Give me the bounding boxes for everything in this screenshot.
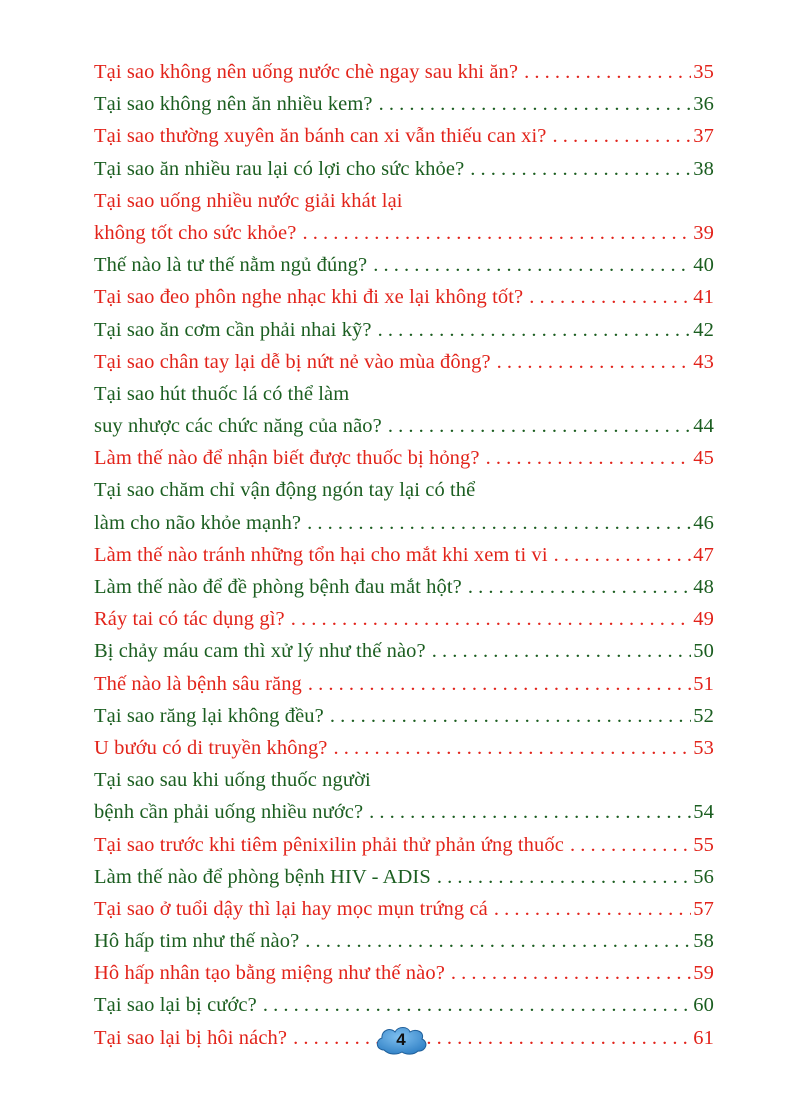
toc-leader-dots <box>437 861 691 893</box>
toc-entry-line <box>94 217 714 249</box>
toc-entry <box>94 442 714 474</box>
toc-entry-title: Tại sao đeo phôn nghe nhạc khi đi xe lại không tốt? <box>94 286 524 309</box>
toc-entry-title: làm cho não khỏe mạnh? <box>94 511 302 534</box>
toc-page-number: 37 <box>693 125 714 148</box>
toc-entry-title: Tại sao không nên uống nước chè ngay sau khi ăn? <box>94 61 519 83</box>
toc-entry <box>94 346 714 378</box>
toc-entry-line <box>94 861 714 893</box>
toc-entry-title: bệnh cần phải uống nhiều nước? <box>94 801 364 824</box>
toc-leader-dots <box>373 249 691 281</box>
toc-entry-title: Làm thế nào tránh những tổn hại cho mắt khi xem ti vi <box>94 543 548 566</box>
toc-entry-line <box>94 442 714 474</box>
toc-entry <box>94 474 714 538</box>
toc-page-number: 44 <box>693 415 714 438</box>
toc-leader-dots <box>524 56 691 88</box>
toc-page-number: 55 <box>693 833 714 856</box>
toc-entry-title: Tại sao ăn cơm cần phải nhai kỹ? <box>94 318 372 341</box>
toc-page-number: 35 <box>693 61 714 83</box>
toc-page-number: 47 <box>693 543 714 566</box>
toc-entry-line <box>94 893 714 925</box>
toc-entry-line <box>94 539 714 571</box>
toc-page-number: 52 <box>693 704 714 727</box>
toc-entry <box>94 378 714 442</box>
toc-leader-dots <box>451 957 691 989</box>
toc-page-number: 59 <box>693 962 714 985</box>
toc-entry-line <box>94 249 714 281</box>
toc-page-number: 57 <box>693 897 714 920</box>
toc-entry-line <box>94 153 714 185</box>
toc-entry-line <box>94 796 714 828</box>
toc-entry <box>94 668 714 700</box>
toc-entry-title: Tại sao răng lại không đều? <box>94 704 324 727</box>
page-number: 4 <box>396 1030 406 1049</box>
toc-entry-title: suy nhược các chức năng của não? <box>94 415 382 438</box>
toc-entry <box>94 249 714 281</box>
toc-entry <box>94 603 714 635</box>
toc-entry-title: Thế nào là tư thế nằm ngủ đúng? <box>94 254 368 277</box>
toc-leader-dots <box>305 925 691 957</box>
toc-leader-dots <box>494 893 691 925</box>
toc-leader-dots <box>291 603 692 635</box>
toc-page-number: 41 <box>693 286 714 309</box>
toc-entry-line <box>94 829 714 861</box>
toc-leader-dots <box>302 217 691 249</box>
toc-entry-line <box>94 88 714 120</box>
toc-entry-line <box>94 732 714 764</box>
toc-entry-title: Hô hấp tim như thế nào? <box>94 930 300 953</box>
toc-leader-dots <box>468 571 691 603</box>
toc-page-number: 39 <box>693 221 714 244</box>
toc-leader-dots <box>470 153 691 185</box>
toc-page-number: 42 <box>693 318 714 341</box>
toc-entry-title: Làm thế nào để nhận biết được thuốc bị hỏng? <box>94 447 480 470</box>
toc-page-number: 60 <box>693 994 714 1017</box>
toc-leader-dots <box>334 732 692 764</box>
toc-entry <box>94 314 714 346</box>
toc-entry-line: Tại sao sau khi uống thuốc người <box>94 769 371 792</box>
toc-page-number: 50 <box>693 640 714 663</box>
toc-leader-dots <box>307 507 691 539</box>
toc-entry-title: Làm thế nào để phòng bệnh HIV - ADIS <box>94 865 431 888</box>
toc-entry <box>94 88 714 120</box>
toc-page-number: 45 <box>693 447 714 470</box>
toc-entry-line: Tại sao hút thuốc lá có thể làm <box>94 382 350 405</box>
toc-entry-line <box>94 989 714 1021</box>
toc-entry-line <box>94 507 714 539</box>
toc-page-number: 48 <box>693 576 714 598</box>
toc-entry <box>94 861 714 893</box>
toc-page-number: 53 <box>693 736 714 759</box>
toc-entry-line <box>94 668 714 700</box>
toc-entry <box>94 635 714 667</box>
toc-page-number: 58 <box>693 930 714 953</box>
toc-page-number: 54 <box>693 801 714 824</box>
toc-entry <box>94 281 714 313</box>
toc-entry-title: Tại sao trước khi tiêm pênixilin phải thử phản ứng thuốc <box>94 833 564 856</box>
toc-entry <box>94 700 714 732</box>
toc-entry-line <box>94 120 714 152</box>
toc-entry <box>94 120 714 152</box>
toc-leader-dots <box>263 989 691 1021</box>
toc-leader-dots <box>497 346 692 378</box>
toc-page-number: 49 <box>693 608 714 631</box>
toc-leader-dots <box>330 700 691 732</box>
toc-entry-title: Làm thế nào để đề phòng bệnh đau mắt hột? <box>94 576 462 598</box>
toc-leader-dots <box>379 88 692 120</box>
toc-page-number: 46 <box>693 511 714 534</box>
toc-entry <box>94 829 714 861</box>
toc-entry-line: Tại sao chăm chỉ vận động ngón tay lại có thể <box>94 479 476 502</box>
toc-entry-title: không tốt cho sức khỏe? <box>94 221 297 244</box>
toc-leader-dots <box>378 314 692 346</box>
toc-leader-dots <box>554 539 692 571</box>
toc-entry <box>94 539 714 571</box>
toc-entry <box>94 989 714 1021</box>
toc-entry-title: Thế nào là bệnh sâu răng <box>94 672 302 695</box>
toc-page-number: 43 <box>693 350 714 373</box>
toc-leader-dots <box>570 829 691 861</box>
toc-entry-line <box>94 571 714 603</box>
toc-entry-line <box>94 281 714 313</box>
table-of-contents <box>94 56 714 1054</box>
toc-entry <box>94 893 714 925</box>
toc-entry-line <box>94 314 714 346</box>
toc-leader-dots <box>388 410 691 442</box>
toc-entry <box>94 571 714 603</box>
toc-entry-line: Tại sao uống nhiều nước giải khát lại <box>94 189 403 212</box>
toc-entry-title: Ráy tai có tác dụng gì? <box>94 608 285 631</box>
toc-page-number: 38 <box>693 157 714 180</box>
toc-entry <box>94 925 714 957</box>
page-number-badge <box>374 1024 428 1056</box>
toc-entry-title: Bị chảy máu cam thì xử lý như thế nào? <box>94 640 426 663</box>
toc-entry-line <box>94 925 714 957</box>
toc-entry-line <box>94 603 714 635</box>
toc-entry-title: Tại sao chân tay lại dễ bị nứt nẻ vào mùa đông? <box>94 350 491 373</box>
toc-entry <box>94 56 714 88</box>
toc-entry <box>94 732 714 764</box>
toc-entry <box>94 153 714 185</box>
toc-page-number: 56 <box>693 865 714 888</box>
toc-entry-line <box>94 635 714 667</box>
toc-entry-line <box>94 410 714 442</box>
toc-leader-dots <box>369 796 691 828</box>
toc-page-number: 51 <box>693 672 714 695</box>
toc-entry-line <box>94 346 714 378</box>
toc-entry-title: Tại sao ở tuổi dậy thì lại hay mọc mụn trứng cá <box>94 897 488 920</box>
toc-leader-dots <box>308 668 691 700</box>
toc-entry-line <box>94 700 714 732</box>
toc-leader-dots <box>553 120 692 152</box>
toc-entry <box>94 185 714 249</box>
toc-leader-dots <box>432 635 692 667</box>
toc-entry <box>94 764 714 828</box>
toc-entry-line <box>94 56 714 88</box>
toc-entry-title: Tại sao lại bị cước? <box>94 994 257 1017</box>
toc-entry-title: U bướu có di truyền không? <box>94 736 328 759</box>
toc-entry-title: Hô hấp nhân tạo bằng miệng như thế nào? <box>94 962 445 985</box>
toc-page-number: 61 <box>693 1026 714 1049</box>
toc-entry-line <box>94 957 714 989</box>
toc-entry-title: Tại sao lại bị hôi nách? <box>94 1026 288 1049</box>
toc-page-number: 40 <box>693 254 714 277</box>
toc-leader-dots <box>486 442 692 474</box>
toc-entry-title: Tại sao ăn nhiều rau lại có lợi cho sức khỏe? <box>94 157 465 180</box>
toc-entry-title: Tại sao thường xuyên ăn bánh can xi vẫn thiếu can xi? <box>94 125 547 148</box>
toc-leader-dots <box>293 1022 691 1054</box>
toc-entry-title: Tại sao không nên ăn nhiều kem? <box>94 93 373 116</box>
toc-leader-dots <box>529 281 691 313</box>
toc-page-number: 36 <box>693 93 714 116</box>
toc-entry <box>94 957 714 989</box>
